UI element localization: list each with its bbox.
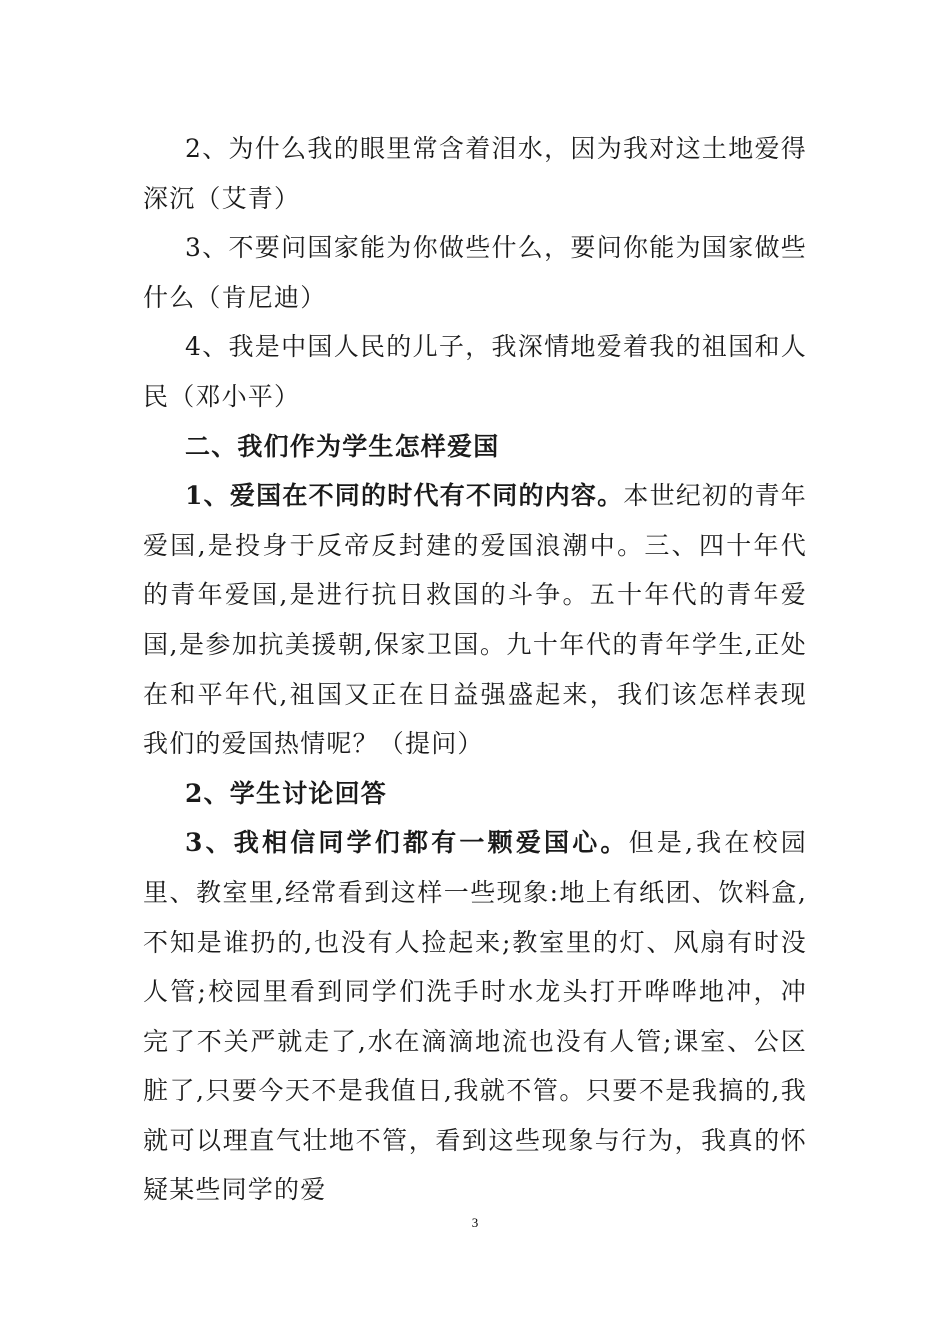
- point-lead-text: 2、学生讨论回答: [185, 778, 387, 808]
- point-lead-text: 1、爱国在不同的时代有不同的内容。: [185, 481, 624, 511]
- quote-paragraph-4: [143, 322, 807, 421]
- point-lead-text: 3、我相信同学们都有一颗爱国心。: [185, 828, 629, 858]
- point-paragraph-2: [143, 769, 807, 819]
- quote-paragraph-3: [143, 223, 807, 322]
- paragraph-text: 2、为什么我的眼里常含着泪水，因为我对这土地爱得深沉（艾青）: [143, 134, 807, 213]
- document-body: [143, 124, 807, 1215]
- point-paragraph-3: [143, 818, 807, 1215]
- point-paragraph-1: [143, 471, 807, 769]
- section-heading-text: 二、我们作为学生怎样爱国: [185, 431, 500, 461]
- paragraph-text: 3、不要问国家能为你做些什么，要问你能为国家做些什么（肯尼迪）: [143, 233, 807, 312]
- paragraph-text: 但是,我在校园里、教室里,经常看到这样一些现象:地上有纸团、饮料盒,不知是谁扔的,也没有人捡起来;教室里的灯、风扇有时没人管;校园里看到同学们洗手时水龙头打开哗哗地冲，冲完了不关严就走了,水在滴滴地流也没有人管;课室、公区脏了,只要今天不是我值日,我就不管。只要不是我搞的,我就可以理直气壮地不管，看到这些现象与行为，我真的怀疑某些同学的爱: [143, 828, 807, 1205]
- paragraph-text: 4、我是中国人民的儿子，我深情地爱着我的祖国和人民（邓小平）: [143, 332, 807, 411]
- quote-paragraph-2: [143, 124, 807, 223]
- page-number: 3: [471, 1215, 479, 1230]
- paragraph-text: 本世纪初的青年爱国,是投身于反帝反封建的爱国浪潮中。三、四十年代的青年爱国,是进行抗日救国的斗争。五十年代的青年爱国,是参加抗美援朝,保家卫国。九十年代的青年学生,正处在和平年代,祖国又正在日益强盛起来，我们该怎样表现我们的爱国热情呢？（提问）: [143, 481, 807, 759]
- section-heading: [143, 422, 807, 472]
